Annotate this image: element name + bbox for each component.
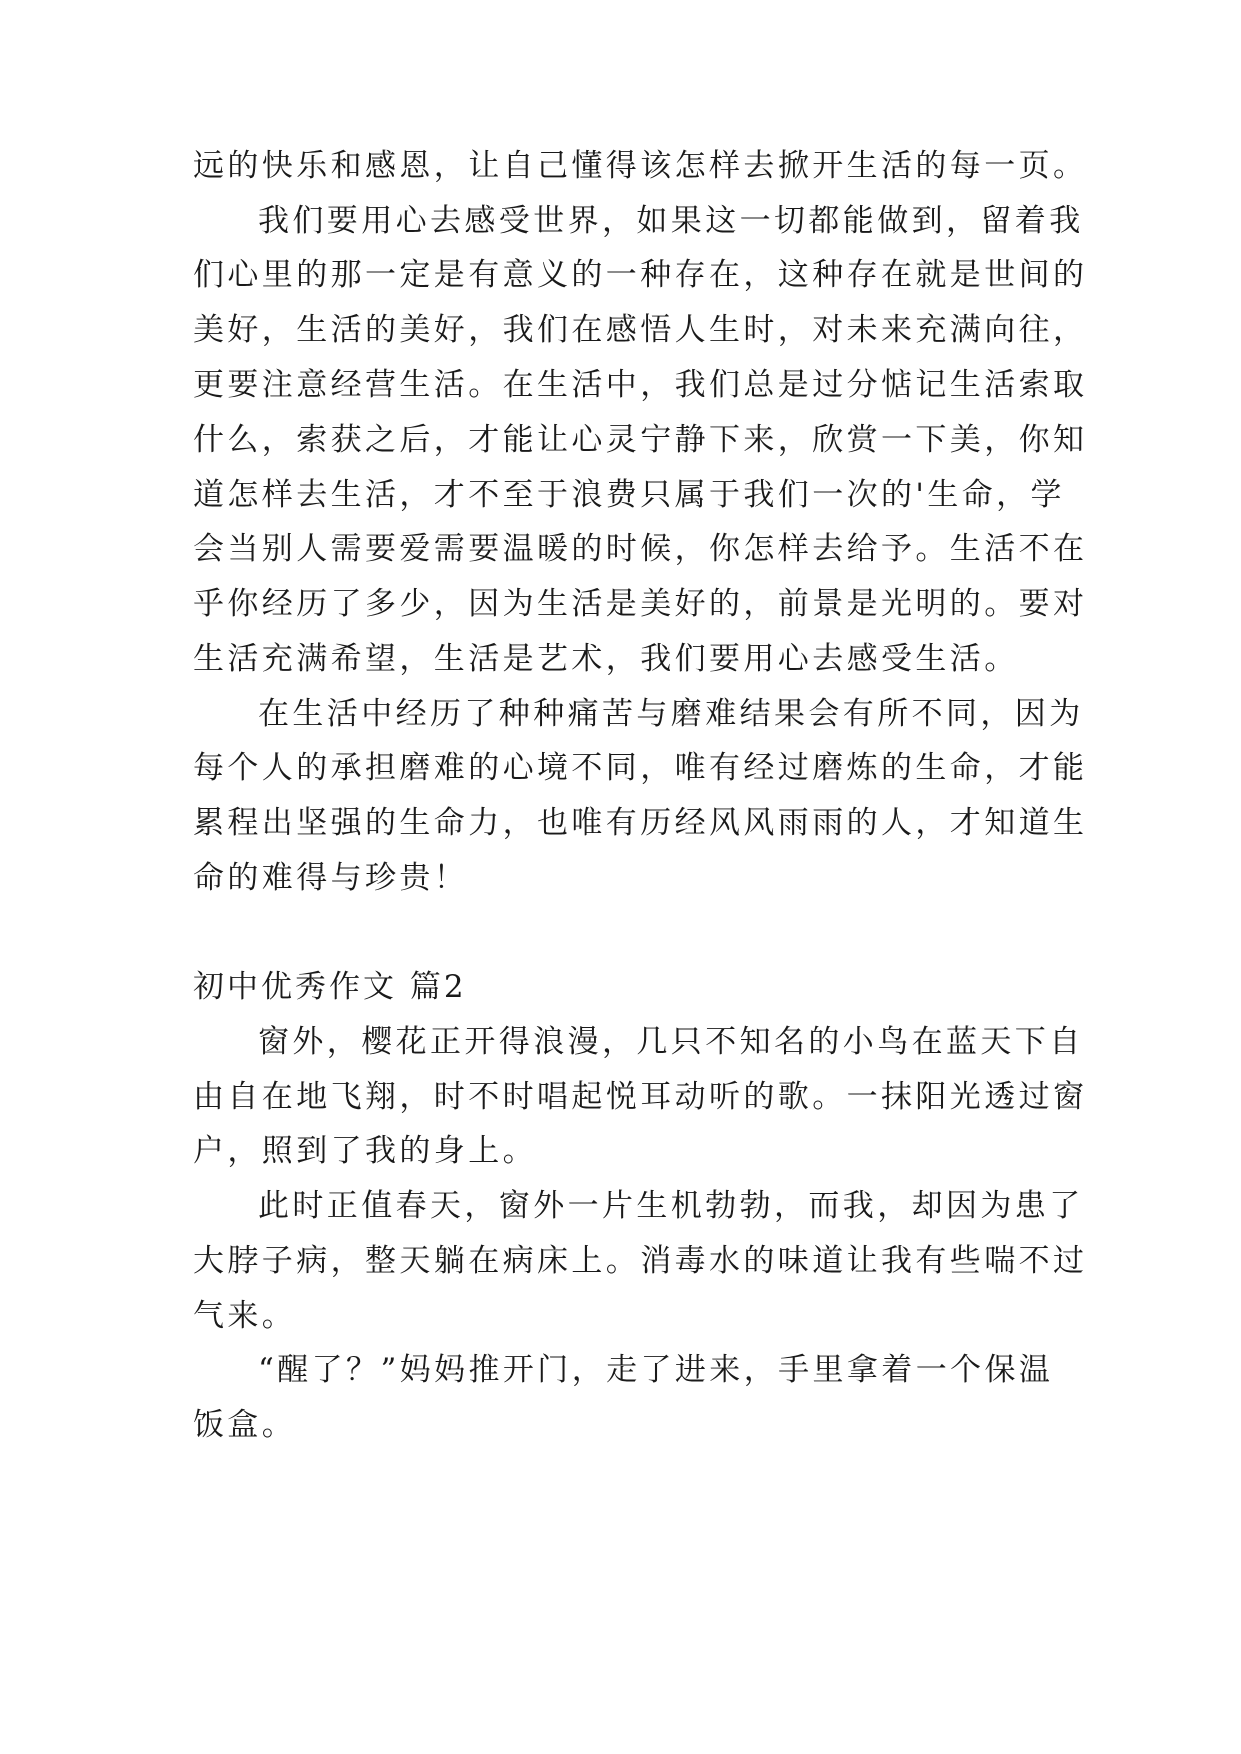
text-line: 道怎样去生活，才不至于浪费只属于我们一次的'生命，学 [193, 477, 1065, 513]
paragraph-first-line: 我们要用心去感受世界，如果这一切都能做到，留着我 [258, 203, 1084, 239]
text-line: 生活充满希望，生活是艺术，我们要用心去感受生活。 [193, 641, 1019, 677]
paragraph-first-line: 在生活中经历了种种痛苦与磨难结果会有所不同，因为 [258, 696, 1084, 732]
text-line: 由自在地飞翔，时不时唱起悦耳动听的歌。一抹阳光透过窗 [193, 1079, 1088, 1115]
text-line: 什么，索获之后，才能让心灵宁静下来，欣赏一下美，你知 [193, 422, 1088, 458]
text-line: 美好，生活的美好，我们在感悟人生时，对未来充满向往， [193, 312, 1088, 348]
text-line: 乎你经历了多少，因为生活是美好的，前景是光明的。要对 [193, 586, 1088, 622]
text-line: 累程出坚强的生命力，也唯有历经风风雨雨的人，才知道生 [193, 805, 1088, 841]
paragraph-first-line: 窗外，樱花正开得浪漫，几只不知名的小鸟在蓝天下自 [258, 1024, 1084, 1060]
text-line: 气来。 [193, 1298, 297, 1334]
text-line: 们心里的那一定是有意义的一种存在，这种存在就是世间的 [193, 257, 1088, 293]
text-line: 饭盒。 [193, 1407, 297, 1443]
paragraph-first-line: “醒了？”妈妈推开门，走了进来，手里拿着一个保温 [258, 1352, 1054, 1388]
text-line: 命的难得与珍贵！ [193, 860, 469, 896]
text-line: 每个人的承担磨难的心境不同，唯有经过磨炼的生命，才能 [193, 750, 1088, 786]
text-line: 大脖子病，整天躺在病床上。消毒水的味道让我有些喘不过 [193, 1243, 1088, 1279]
text-line: 远的快乐和感恩，让自己懂得该怎样去掀开生活的每一页。 [193, 148, 1088, 184]
text-line: 户，照到了我的身上。 [193, 1133, 537, 1169]
paragraph-first-line: 此时正值春天，窗外一片生机勃勃，而我，却因为患了 [258, 1188, 1084, 1224]
section-heading: 初中优秀作文 篇2 [193, 969, 467, 1005]
text-line: 会当别人需要爱需要温暖的时候，你怎样去给予。生活不在 [193, 531, 1088, 567]
text-line: 更要注意经营生活。在生活中，我们总是过分惦记生活索取 [193, 367, 1088, 403]
